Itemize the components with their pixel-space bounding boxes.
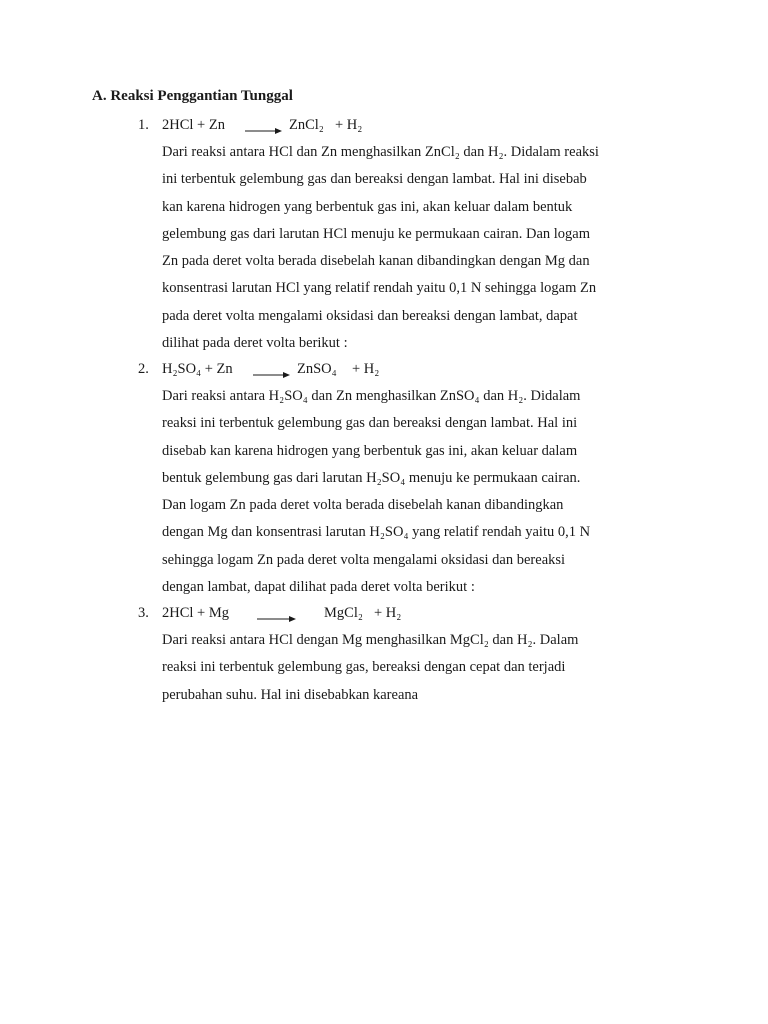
section-heading: A. Reaksi Penggantian Tunggal: [92, 88, 293, 104]
explanation-paragraph: [162, 383, 682, 601]
equation-product: + H₂: [374, 605, 402, 621]
paragraph-line: Zn pada deret volta berada disebelah kanan dibandingkan dengan Mg dan: [162, 253, 590, 270]
paragraph-line: dengan Mg dan konsentrasi larutan H₂SO₄ yang relatif rendah yaitu 0,1 N: [162, 524, 591, 541]
paragraph-line: perubahan suhu. Hal ini disebabkan kareana: [162, 686, 419, 703]
paragraph-line: reaksi ini terbentuk gelembung gas dan bereaksi dengan lambat. Hal ini: [162, 415, 578, 432]
paragraph-line: disebab kan karena hidrogen yang berbentuk gas ini, akan keluar dalam: [162, 442, 578, 459]
reaction-arrow-icon: [244, 123, 284, 135]
reaction-arrow-icon: [256, 611, 298, 623]
paragraph-line: Dari reaksi antara HCl dan Zn menghasilkan ZnCl₂ dan H₂. Didalam reaksi: [162, 144, 599, 160]
equation-product: + H₂: [335, 117, 363, 133]
paragraph-line: sehingga logam Zn pada deret volta mengalami oksidasi dan bereaksi: [162, 551, 566, 568]
reaction-arrow-icon: [252, 367, 292, 379]
item-number: 1.: [138, 117, 149, 133]
paragraph-line: ini terbentuk gelembung gas dan bereaksi dengan lambat. Hal ini disebab: [162, 171, 587, 188]
explanation-paragraph: [162, 139, 682, 357]
equation-product: MgCl₂: [324, 605, 363, 621]
explanation-paragraph: [162, 627, 682, 709]
equation-product: ZnSO₄: [297, 361, 337, 377]
paragraph-line: reaksi ini terbentuk gelembung gas, bereaksi dengan cepat dan terjadi: [162, 659, 566, 676]
paragraph-line: konsentrasi larutan HCl yang relatif rendah yaitu 0,1 N sehingga logam Zn: [162, 280, 597, 297]
equation-product: ZnCl₂: [289, 117, 324, 133]
paragraph-line: Dan logam Zn pada deret volta berada disebelah kanan dibandingkan: [162, 497, 564, 514]
paragraph-line: bentuk gelembung gas dari larutan H₂SO₄ menuju ke permukaan cairan.: [162, 469, 581, 486]
paragraph-line: dilihat pada deret volta berikut :: [162, 335, 348, 352]
paragraph-line: Dari reaksi antara HCl dengan Mg menghasilkan MgCl₂ dan H₂. Dalam: [162, 632, 579, 648]
equation-product: + H₂: [352, 361, 380, 377]
item-number: 3.: [138, 605, 149, 621]
equation-reactants: 2HCl + Mg: [162, 605, 229, 621]
paragraph-line: gelembung gas dari larutan HCl menuju ke permukaan cairan. Dan logam: [162, 225, 591, 242]
paragraph-line: Dari reaksi antara H₂SO₄ dan Zn menghasilkan ZnSO₄ dan H₂. Didalam: [162, 388, 581, 404]
equation-reactants: 2HCl + Zn: [162, 117, 225, 133]
paragraph-line: pada deret volta mengalami oksidasi dan bereaksi dengan lambat, dapat: [162, 307, 578, 324]
paragraph-line: dengan lambat, dapat dilihat pada deret volta berikut :: [162, 579, 475, 596]
equation-reactants: H₂SO₄ + Zn: [162, 361, 233, 377]
item-number: 2.: [138, 361, 149, 377]
paragraph-line: kan karena hidrogen yang berbentuk gas ini, akan keluar dalam bentuk: [162, 198, 573, 215]
